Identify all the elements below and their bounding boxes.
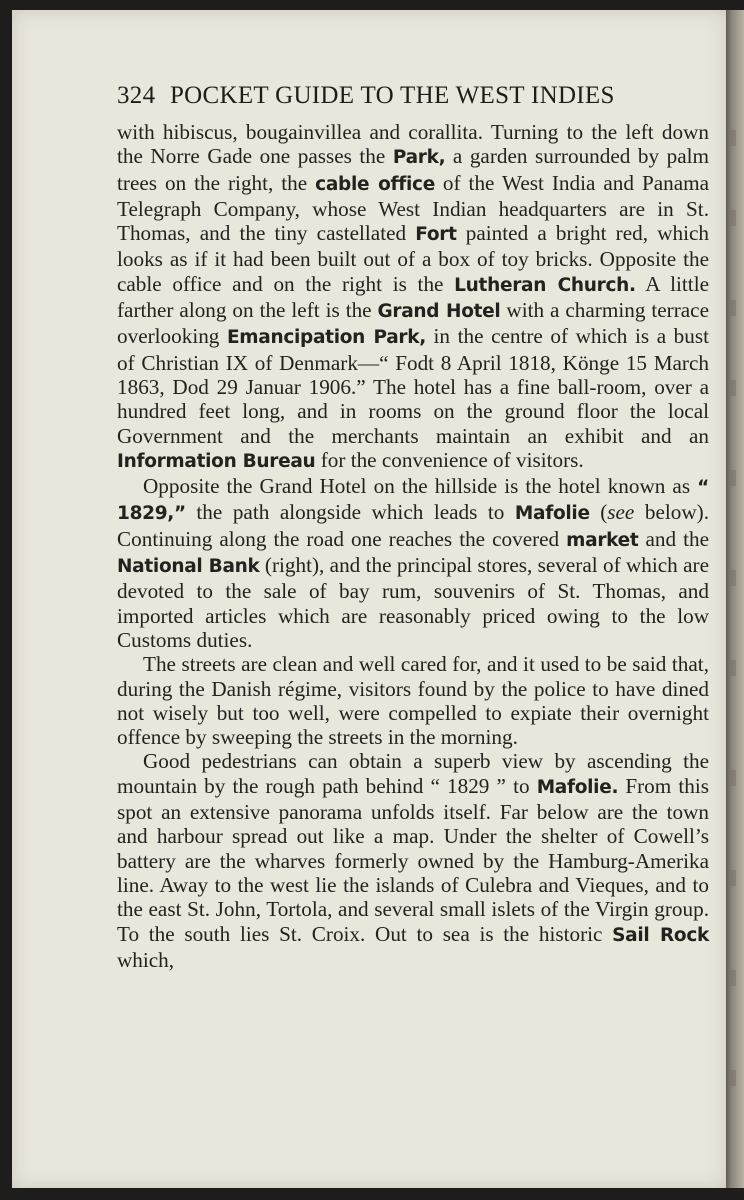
paragraph-3: The streets are clean and well cared for, and it used to be said that, during the Danish régime, visitors found by the police to have dined not wisely but too well, were compelled to expiate their overnight offence by sweeping the streets in the morning.	[117, 652, 709, 750]
adjacent-page-edge	[726, 10, 744, 1188]
keyword-sail-rock: Sail Rock	[612, 924, 709, 946]
text-run: painted a bright red, which looks as if it had been built out of a box of toy bricks. Opposite the cable office and on the right is the	[117, 221, 709, 296]
keyword-market: market	[566, 529, 639, 551]
paragraph-2	[117, 474, 709, 652]
text-run: A little farther along on the left is the	[117, 271, 709, 323]
keyword-information-bureau: Information Bureau	[117, 450, 316, 472]
text-run: in the centre of which is a bust of Christian IX of Denmark—“ Fodt 8 April 1818, Könge 15 March 1863, Dod 29 Januar 1906.” The hotel has a fine ball-room, over a hundred feet long, and in rooms on the ground floor the local Government and the merchants maintain an exhibit and an	[117, 324, 709, 448]
text-run: the path alongside which leads to	[185, 500, 515, 525]
text-run: and the	[638, 526, 709, 551]
paragraph-1	[117, 120, 709, 474]
text-run: with a charming terrace overlooking	[117, 298, 709, 349]
keyword-1829: “ 1829,”	[117, 477, 709, 525]
keyword-fort: Fort	[415, 224, 457, 246]
keyword-emancipation-park: Emancipation Park,	[226, 327, 426, 349]
text-run: a garden surrounded by palm trees on the right, the	[117, 144, 709, 195]
running-header	[117, 82, 717, 110]
text-run: Opposite the Grand Hotel on the hillside is the hotel known as	[143, 474, 698, 499]
keyword-national-bank: National Bank	[117, 556, 260, 578]
paragraph-4	[117, 749, 709, 972]
running-title: POCKET GUIDE TO THE WEST INDIES	[169, 82, 615, 109]
text-run: below). Continuing along the road one reaches the covered	[117, 500, 709, 551]
keyword-park: Park,	[392, 147, 446, 169]
text-run: which,	[117, 947, 175, 972]
text-run: From this spot an extensive panorama unfolds itself. Far below are the town and harbour spread out like a map. Under the shelter of Cowell’s battery are the wharves formerly owned by the Hamburg-Amerika line. Away to the west lie the islands of Culebra and Vieques, and to the east St. John, Tortola, and several small islets of the Virgin group. To the south lies St. Croix. Out to sea is the historic	[117, 773, 709, 946]
keyword-lutheran-church: Lutheran Church.	[454, 274, 636, 296]
body-text	[117, 120, 709, 972]
text-run: of the West India and Panama Telegraph Company, whose West Indian headquarters are in St. Thomas, and the tiny castellated	[117, 170, 710, 246]
text-run: (	[589, 500, 608, 525]
page-number: 324	[117, 82, 156, 109]
keyword-mafolie: Mafolie	[514, 503, 590, 525]
text-run: Good pedestrians can obtain a superb view by ascending the mountain by the rough path behind “ 1829 ” to	[117, 749, 709, 798]
keyword-mafolie-2: Mafolie.	[536, 776, 619, 798]
keyword-grand-hotel: Grand Hotel	[377, 301, 501, 323]
italic-see: see	[607, 500, 635, 525]
text-run: for the convenience of visitors.	[315, 447, 584, 472]
keyword-cable-office: cable office	[315, 173, 435, 195]
text-run: with hibiscus, bougainvillea and corallita. Turning to the left down the Norre Gade one passes the	[117, 120, 709, 169]
text-run: (right), and the principal stores, several of which are devoted to the sale of bay rum, souvenirs of St. Thomas, and imported articles which are reasonably priced owing to the low Customs duties.	[117, 553, 709, 652]
